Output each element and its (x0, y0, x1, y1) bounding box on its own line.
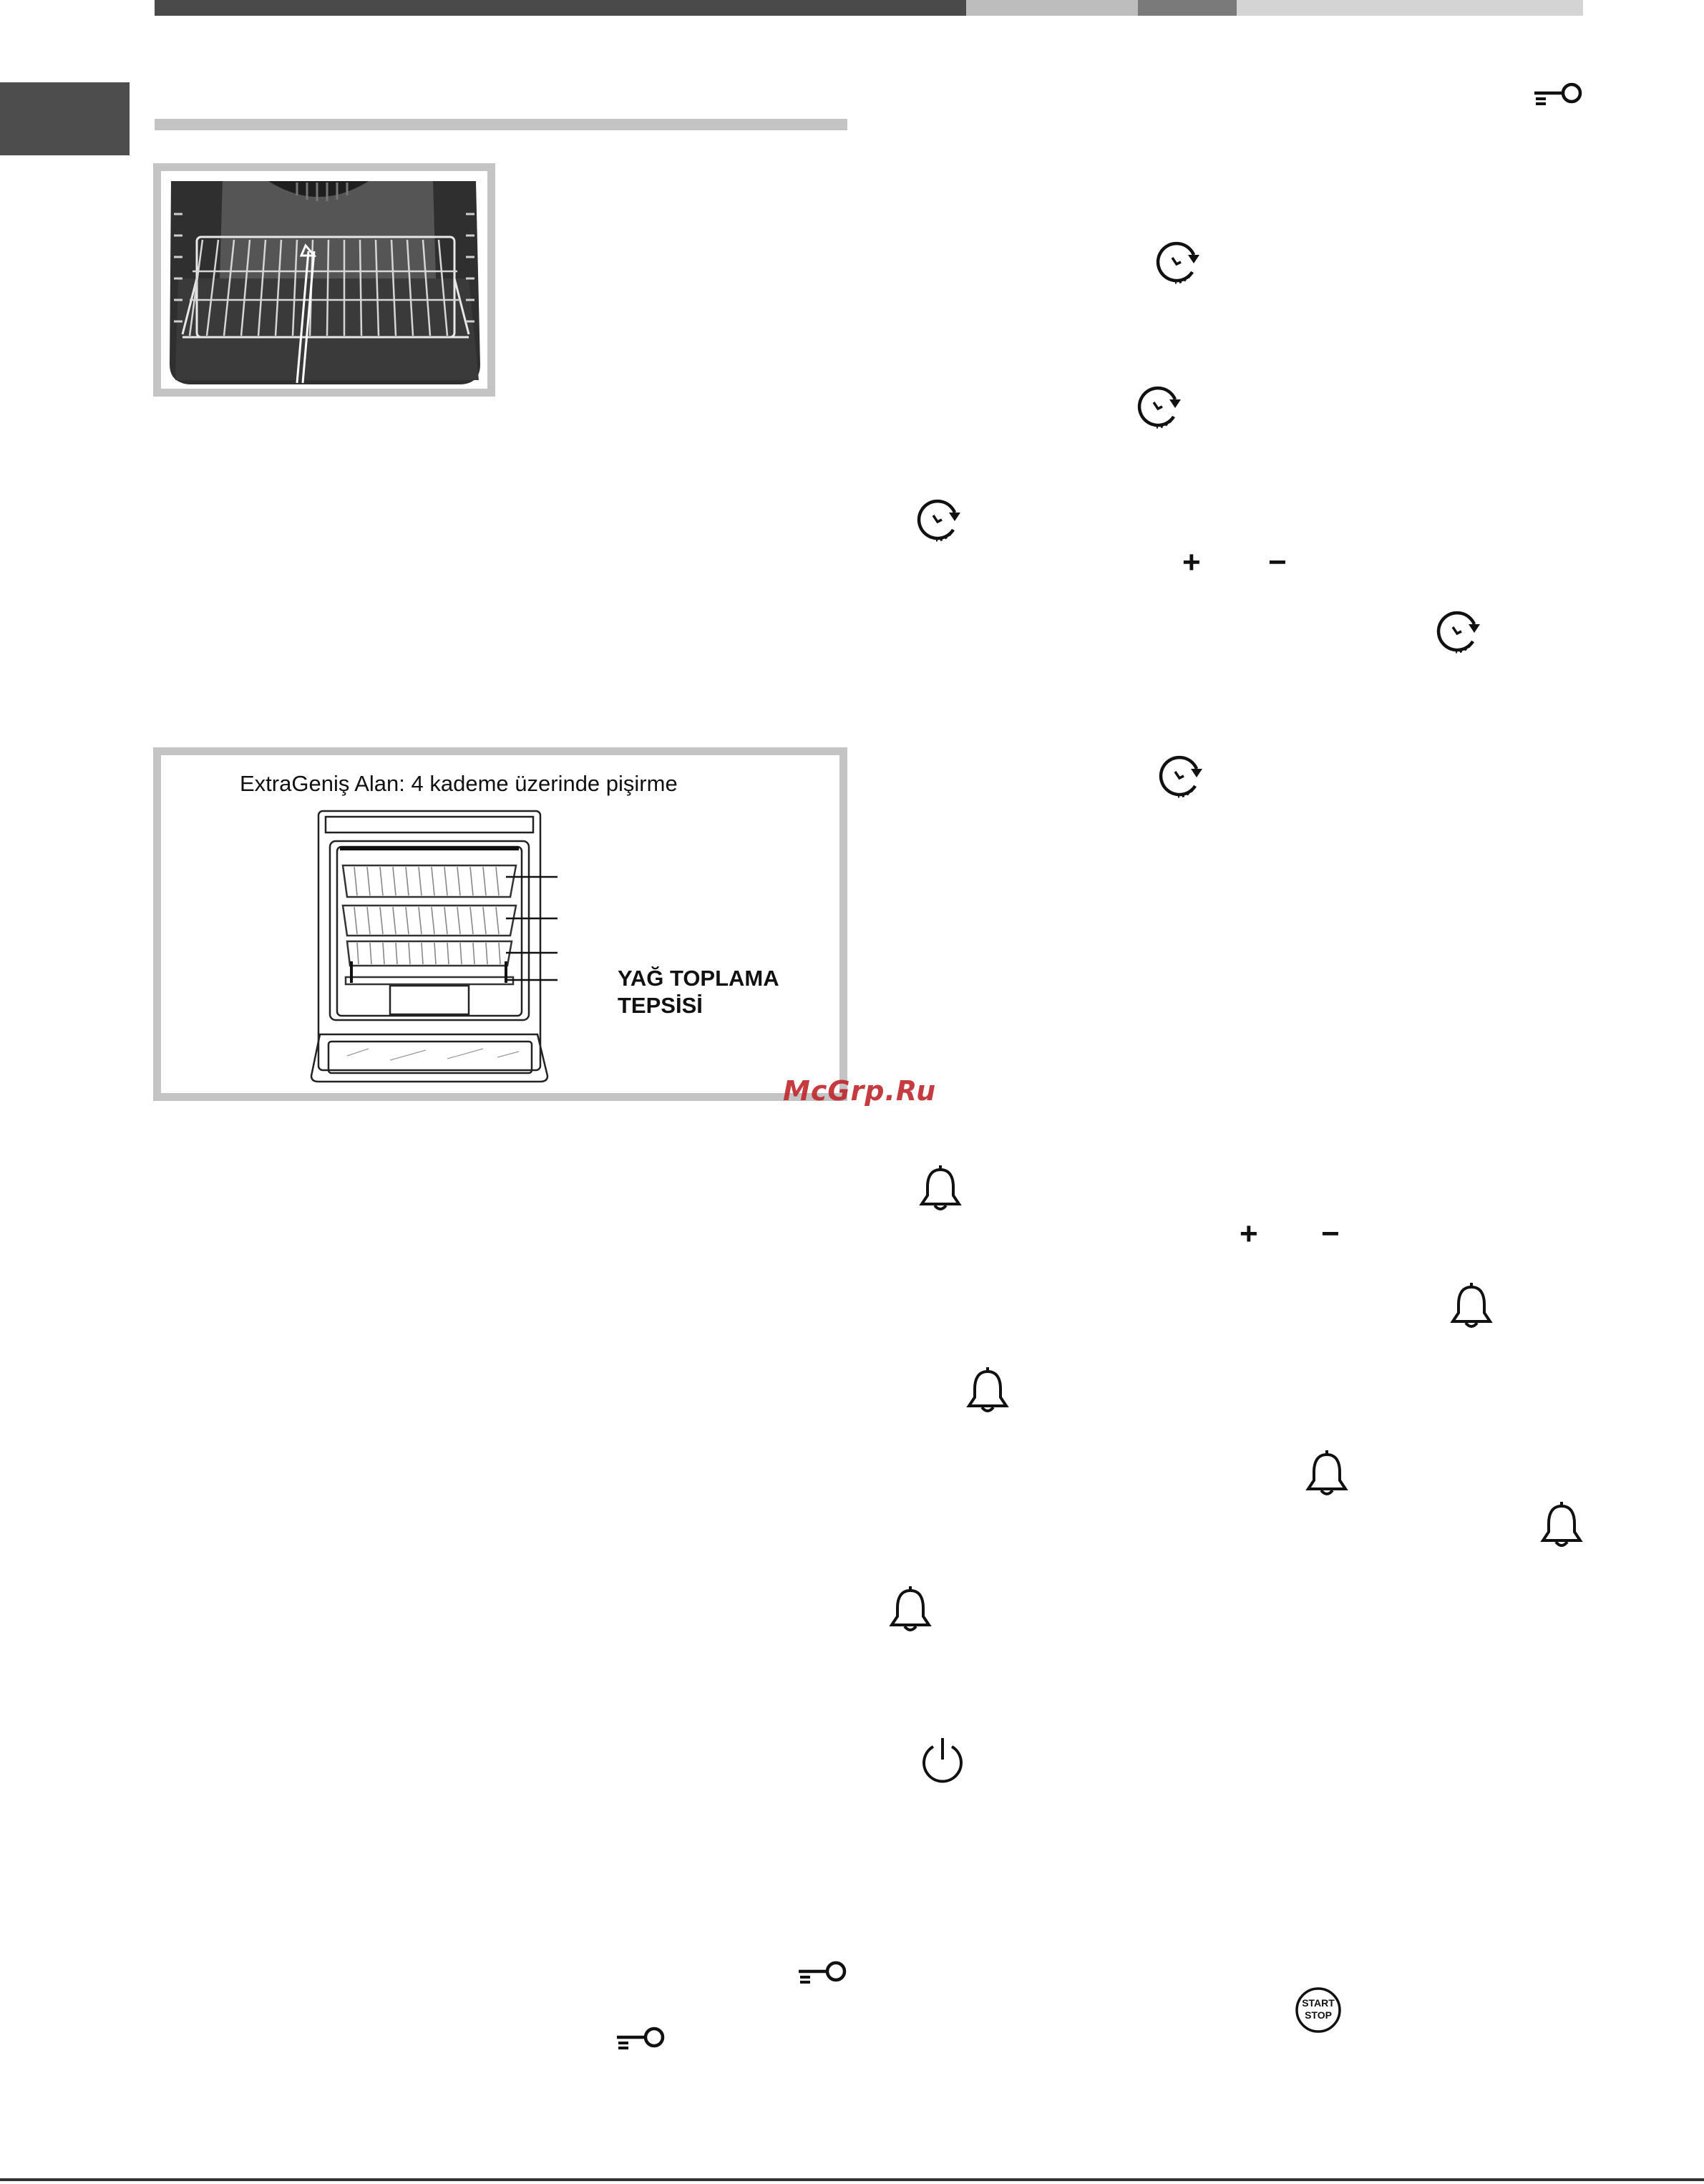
bell-icon (887, 1585, 933, 1635)
header-bar-light (966, 0, 1138, 16)
minus-button-symbol: − (1268, 545, 1287, 580)
header-bar-dark (155, 0, 966, 16)
power-icon (919, 1735, 966, 1785)
footer-rule (0, 2178, 1704, 2181)
oven-rack-illustration (161, 171, 487, 389)
figure-caption: ExtraGeniş Alan: 4 kademe üzerinde pişirme (240, 771, 678, 796)
timer-icon (916, 498, 966, 545)
section-rule (155, 119, 847, 130)
key-lock-icon (796, 1959, 849, 1987)
timer-icon (1436, 610, 1486, 657)
extrawide-figure-frame (153, 747, 847, 1101)
header-bar-mid (1138, 0, 1237, 16)
tray-label-line2: TEPSİSİ (618, 993, 703, 1018)
start-stop-icon (1294, 1986, 1343, 2034)
bell-icon (1449, 1281, 1494, 1331)
plus-button-symbol: + (1182, 545, 1201, 580)
plus-button-symbol: + (1240, 1216, 1258, 1251)
watermark: McGrp.Ru (783, 1075, 937, 1107)
bell-icon (917, 1164, 963, 1214)
bell-icon (965, 1366, 1011, 1416)
key-lock-icon (614, 2024, 667, 2053)
minus-button-symbol: − (1321, 1216, 1340, 1251)
side-tab (0, 82, 130, 155)
header-bar-pale (1237, 0, 1583, 16)
stop-label: STOP (1305, 2009, 1332, 2021)
bell-icon (1304, 1449, 1350, 1499)
rack-photo-frame (153, 163, 495, 397)
timer-icon (1155, 241, 1205, 288)
tray-label-line1: YAĞ TOPLAMA (618, 966, 779, 991)
start-label: START (1302, 1997, 1335, 2009)
key-lock-icon (1532, 80, 1584, 109)
oven-levels-illustration (304, 805, 705, 1099)
timer-icon (1158, 754, 1208, 802)
bell-icon (1539, 1500, 1584, 1550)
timer-icon (1136, 385, 1187, 432)
